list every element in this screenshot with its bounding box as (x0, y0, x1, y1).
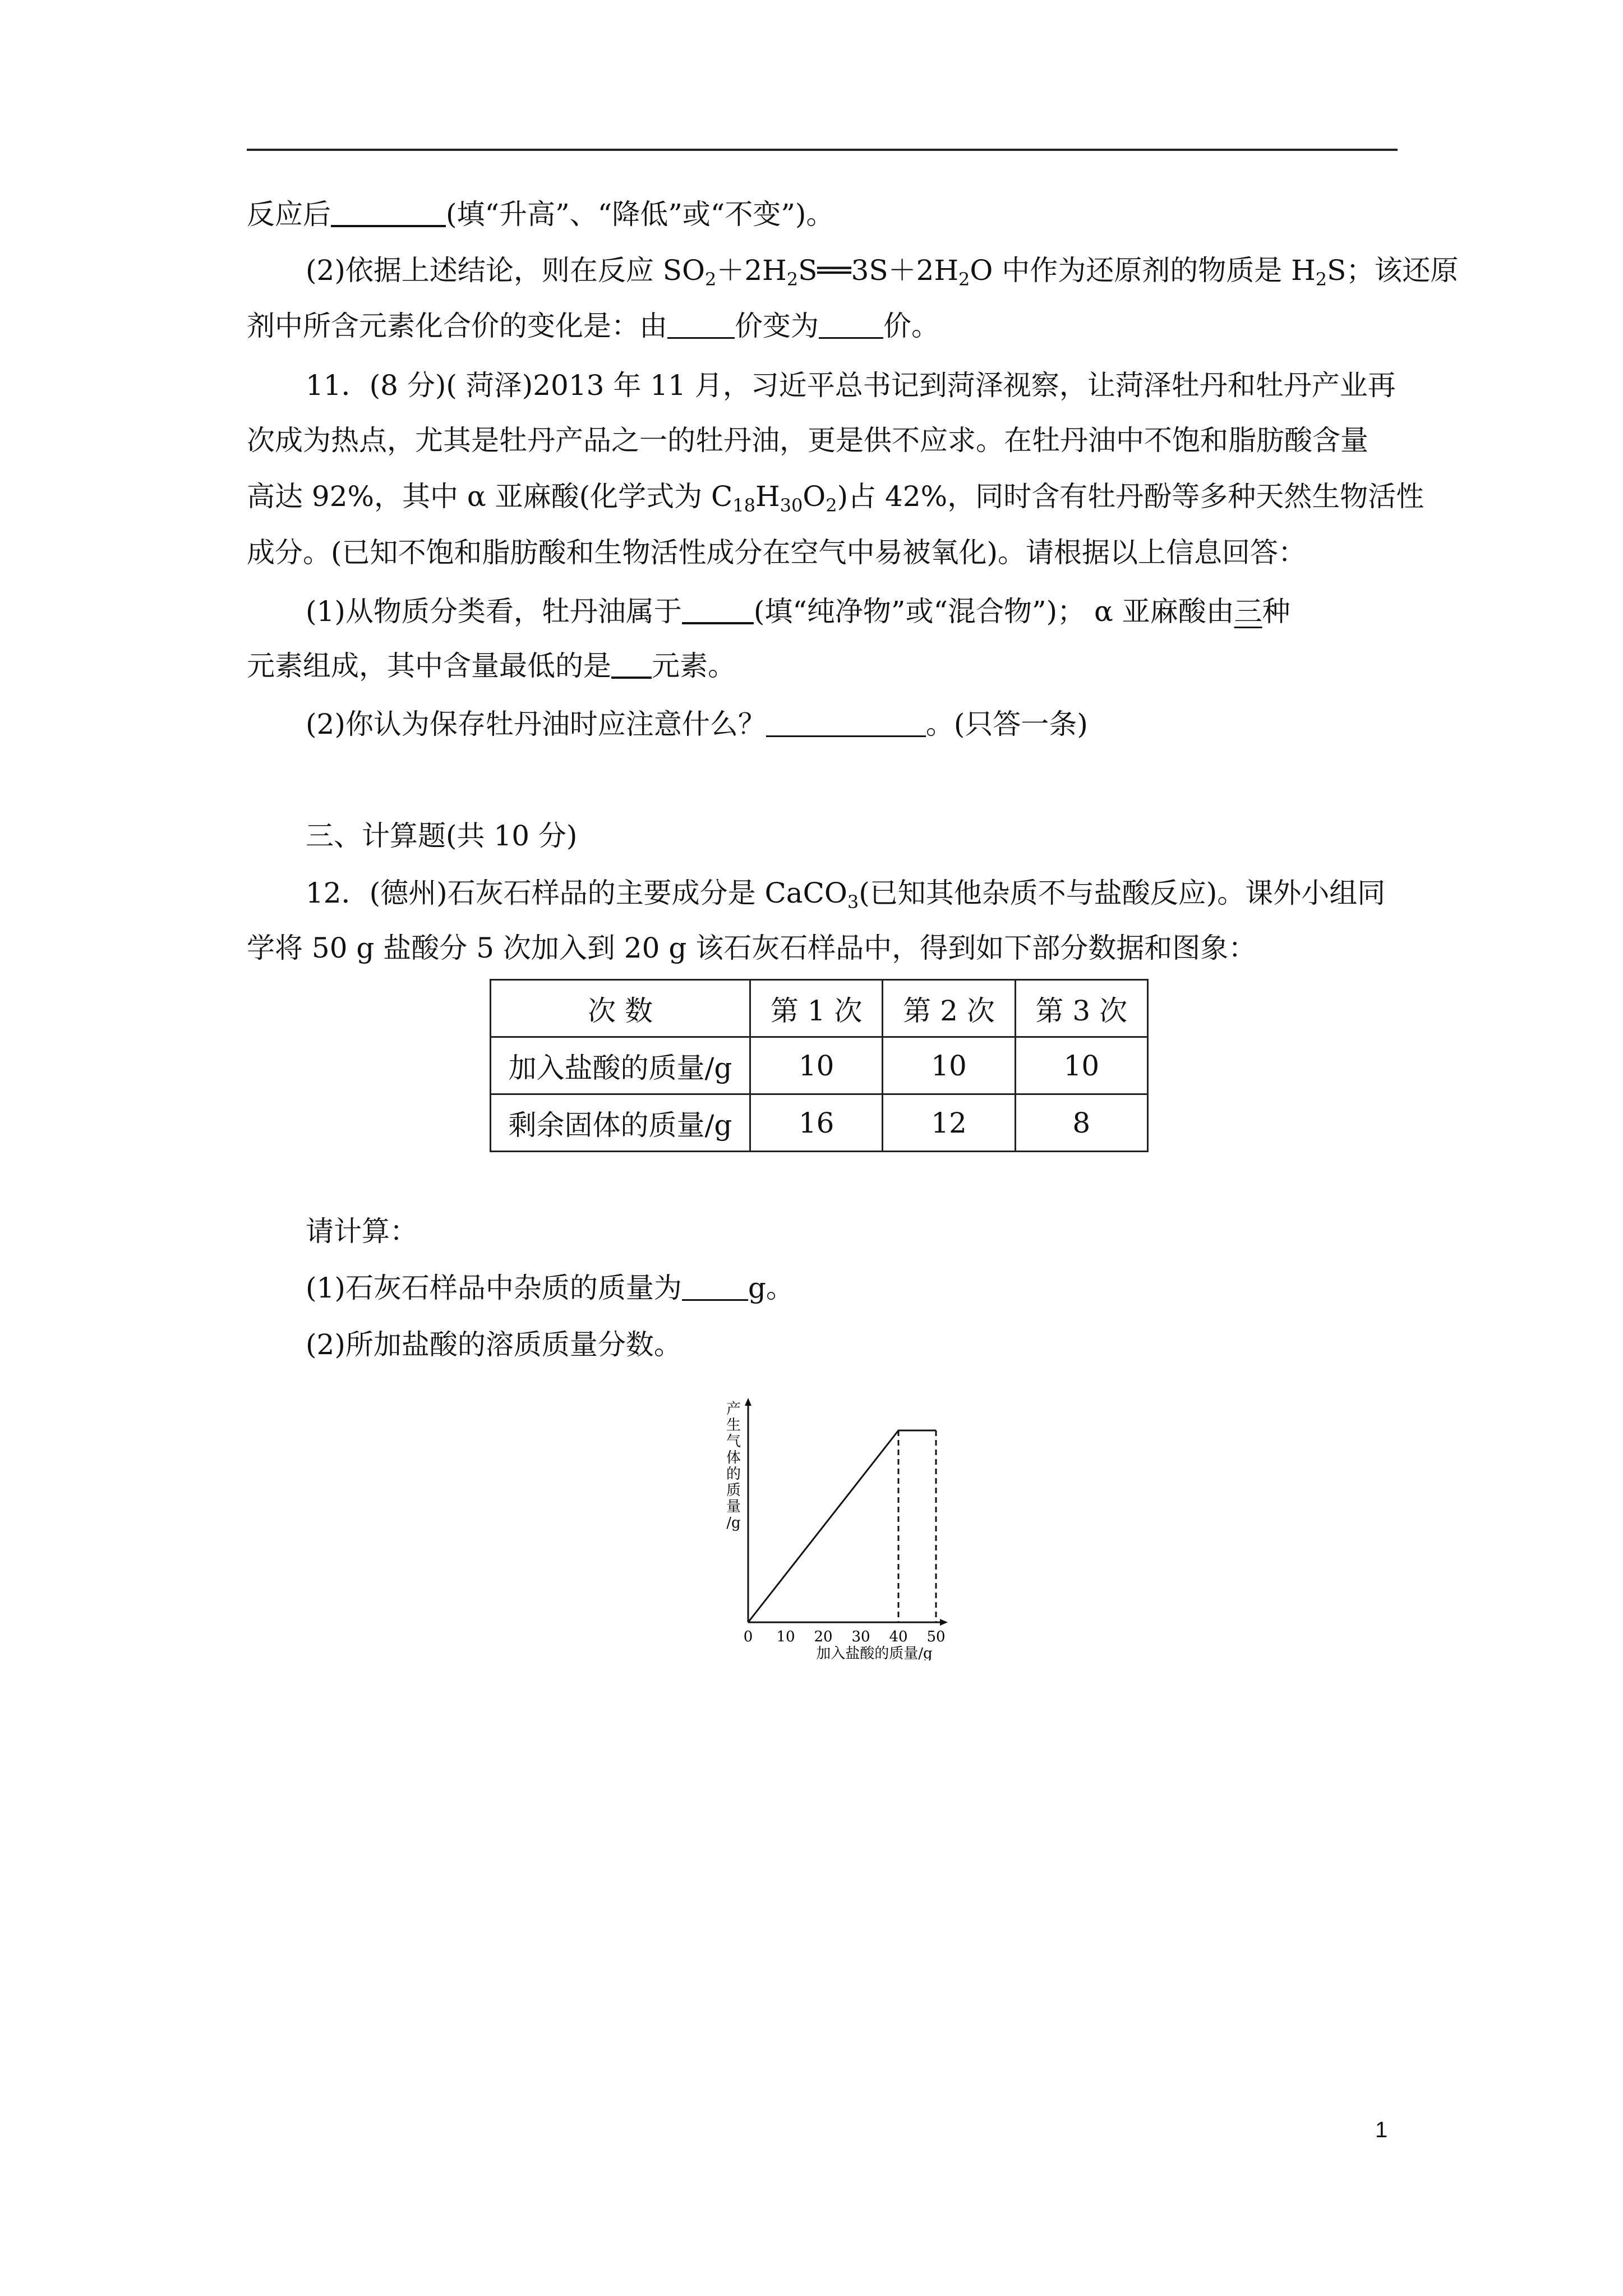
y-axis-label-char: 体 (726, 1450, 741, 1466)
table-header-cell: 第 1 次 (750, 980, 883, 1037)
y-axis-label-char: 量 (726, 1498, 741, 1515)
y-axis-label-char: 的 (726, 1466, 741, 1483)
x-tick-label: 10 (776, 1628, 795, 1645)
x-axis-label: 加入盐酸的质量/g (816, 1645, 933, 1660)
answer-blank[interactable] (766, 704, 926, 737)
section-heading: 三、计算题(共 10 分) (306, 820, 578, 852)
text-line-16: (2)所加盐酸的溶质质量分数。 (306, 1328, 682, 1361)
page-number: 1 (1375, 2118, 1388, 2142)
answer-blank[interactable] (682, 591, 754, 624)
text-line-15: (1)石灰石样品中杂质的质量为 g。 (306, 1268, 794, 1308)
y-axis-label-char: 生 (726, 1417, 741, 1434)
table-cell: 剩余固体的质量/g (491, 1094, 750, 1152)
text-line-2: (2)依据上述结论，则在反应 $SO_2+2H_2S══3S+2H_2O$ 中作为还原剂的物质是 $H_2S$；该还原 (306, 254, 1459, 290)
x-tick-label: 50 (926, 1628, 946, 1645)
table-header-cell: 次 数 (491, 980, 750, 1037)
table-cell: 12 (883, 1094, 1015, 1152)
text-line-7: 成分。(已知不饱和脂肪酸和生物活性成分在空气中易被氧化)。请根据以上信息回答： (247, 536, 1307, 569)
text-line-10: (2)你认为保存牡丹油时应注意什么？ 。(只答一条) (306, 704, 1088, 744)
header-rule (247, 149, 1398, 151)
table-cell: 加入盐酸的质量/g (491, 1037, 750, 1094)
table-cell: 10 (1015, 1037, 1147, 1094)
text-line-1: 反应后 (填“升高”、“降低”或“不变”)。 (247, 194, 834, 234)
y-axis-label (726, 1401, 741, 1531)
table-header-row (491, 980, 1148, 1037)
dashed-guides (898, 1430, 936, 1622)
answer-blank[interactable] (331, 194, 446, 227)
text-line-6: 高达 92%，其中 α 亚麻酸(化学式为 $C_{18}H_{30}O_2$)占 42%，同时含有牡丹酚等多种天然生物活性 (247, 480, 1424, 516)
table-row (491, 1037, 1148, 1094)
y-axis-label-char: 气 (726, 1433, 741, 1450)
text-line-9: 元素组成，其中含量最低的是 元素。 (247, 645, 736, 685)
x-tick-label: 0 (743, 1628, 753, 1645)
text-line-8: (1)从物质分类看，牡丹油属于 (填“纯净物”或“混合物”)； α 亚麻酸由三种 (306, 591, 1290, 631)
y-axis-label-char: 产 (726, 1401, 741, 1418)
y-axis-label-char: 质 (726, 1482, 741, 1499)
answer-blank[interactable] (682, 1268, 748, 1301)
answer-blank[interactable] (667, 306, 735, 339)
x-tick-labels (744, 1628, 946, 1645)
x-tick-label: 40 (889, 1628, 908, 1645)
series-line (748, 1430, 936, 1622)
text-line-3: 剂中所含元素化合价的变化是：由 价变为 价。 (247, 306, 939, 346)
gas-mass-chart (712, 1391, 1004, 1660)
x-tick-label: 30 (851, 1628, 870, 1645)
table-cell: 10 (883, 1037, 1015, 1094)
text-line-4: 11．(8 分)( 菏泽)2013 年 11 月，习近平总书记到菏泽视察，让菏泽牡丹和牡丹产业再 (306, 369, 1396, 402)
table-cell: 8 (1015, 1094, 1147, 1152)
table-row (491, 1094, 1148, 1152)
table-cell: 16 (750, 1094, 883, 1152)
answer-blank[interactable] (611, 645, 652, 679)
table-header-cell: 第 3 次 (1015, 980, 1147, 1037)
y-axis-label-char: /g (726, 1515, 741, 1531)
text-line-14: 请计算： (306, 1215, 418, 1248)
text-line-5: 次成为热点，尤其是牡丹产品之一的牡丹油，更是供不应求。在牡丹油中不饱和脂肪酸含量 (247, 424, 1368, 457)
answer-blank[interactable] (819, 306, 883, 339)
table-header-cell: 第 2 次 (883, 980, 1015, 1037)
x-tick-label: 20 (814, 1628, 833, 1645)
table-cell: 10 (750, 1037, 883, 1094)
text-line-13: 学将 50 g 盐酸分 5 次加入到 20 g 该石灰石样品中，得到如下部分数据和图象： (247, 932, 1257, 964)
x-axis-arrow (940, 1619, 948, 1626)
text-line-12: 12．(德州)石灰石样品的主要成分是 CaCO$_3$(已知其他杂质不与盐酸反应)。课外小组同 (306, 877, 1386, 913)
data-table (490, 979, 1149, 1152)
y-axis-arrow (745, 1398, 751, 1406)
